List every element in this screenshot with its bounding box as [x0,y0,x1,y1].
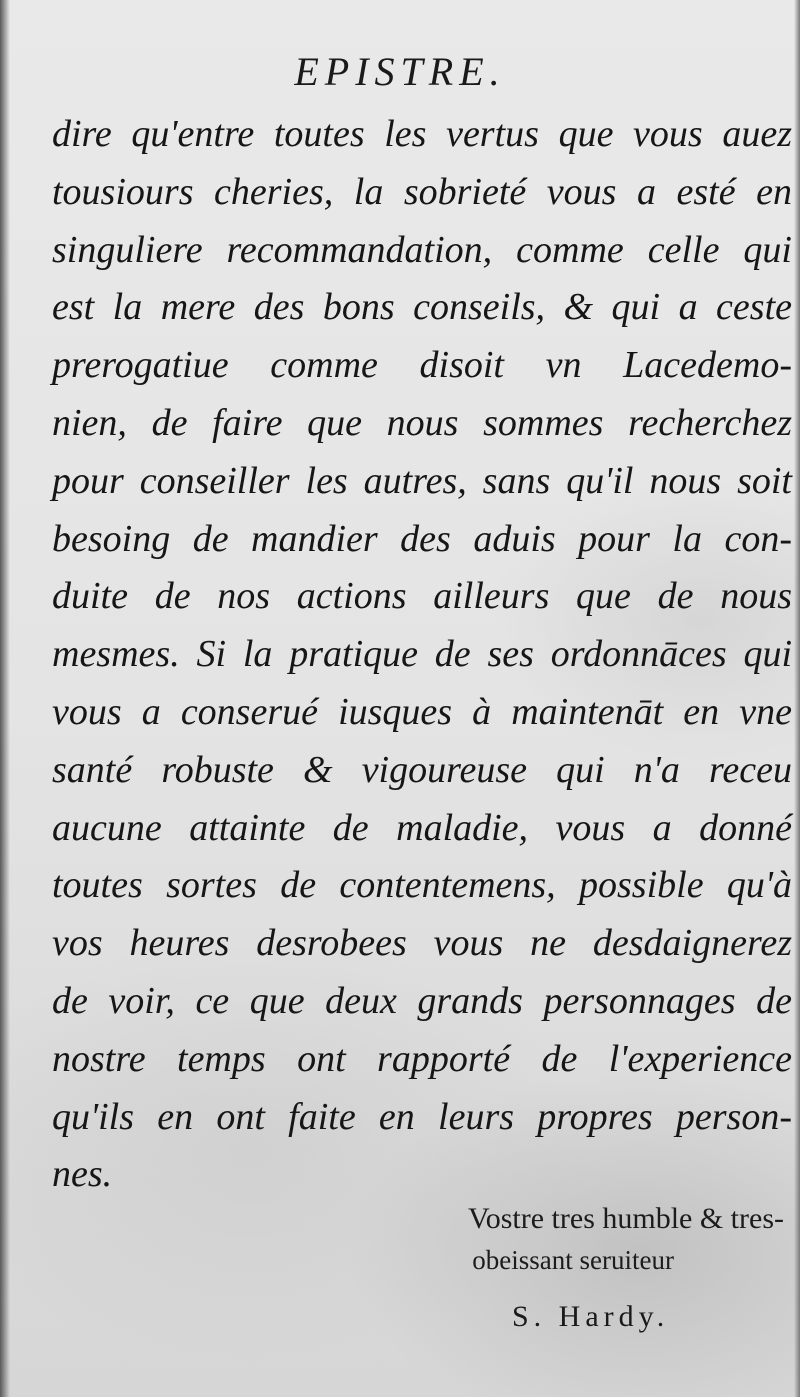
page-edge-shadow-right [794,0,800,1397]
text-line: toutes sortes de contentemens, possible qu'à [52,864,792,907]
text-line: nostre temps ont rapporté de l'experience [52,1037,792,1080]
text-line: qu'ils en ont faite en leurs propres person- [52,1095,792,1138]
text-line: duite de nos actions ailleurs que de nous [52,575,792,618]
text-line: vos heures desrobees vous ne desdaignerez [52,922,792,965]
text-line: mesmes. Si la pratique de ses ordonnāces qui [52,633,792,676]
closing-line: obeissant seruiteur [472,1245,674,1275]
text-line: prerogatiue comme disoit vn Lacedemo- [52,344,792,387]
text-line: besoing de mandier des aduis pour la con- [52,517,792,560]
page-edge-shadow-left [0,0,10,1397]
signature: S. Hardy. [512,1300,670,1333]
text-line: santé robuste & vigoureuse qui n'a receu [52,748,792,791]
text-line: aucune attainte de maladie, vous a donné [52,806,792,849]
text-line: dire qu'entre toutes les vertus que vous auez [52,113,792,155]
text-line: pour conseiller les autres, sans qu'il nous soit [52,459,792,502]
text-line: singuliere recommandation, comme celle qui [52,228,792,271]
closing-formula [364,1198,784,1280]
text-line: vous a conserué iusques à maintenāt en vne [52,690,792,733]
running-head: EPISTRE. [294,49,506,94]
text-line: nes. [52,1153,113,1196]
closing-line: Vostre tres humble & tres- [467,1202,784,1235]
text-line: tousiours cheries, la sobrieté vous a esté en [52,170,792,213]
text-line: nien, de faire que nous sommes recherchez [52,401,792,444]
text-line: est la mere des bons conseils, & qui a ceste [52,286,792,329]
text-line: de voir, ce que deux grands personnages de [52,979,792,1022]
epistle-body [52,106,792,1204]
